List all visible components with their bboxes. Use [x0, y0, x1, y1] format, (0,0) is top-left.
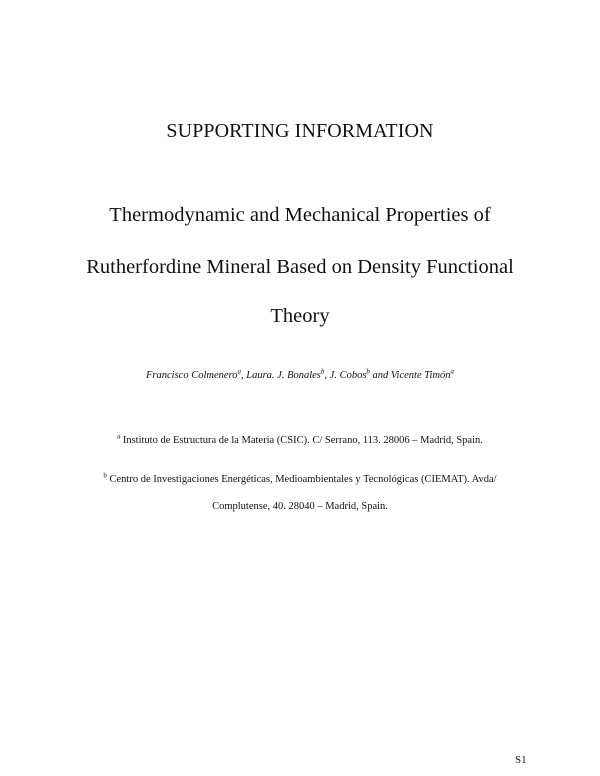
affiliation-mark: a [117, 432, 121, 441]
affiliation-text: Instituto de Estructura de la Materia (CSIC). C/ Serrano, 113. 28006 – Madrid, Spain. [122, 435, 483, 446]
author-affiliation-mark: b [366, 367, 370, 376]
affiliation-mark: b [103, 471, 107, 480]
page-number: S1 [515, 754, 527, 766]
title-line-1: Thermodynamic and Mechanical Properties of [109, 204, 491, 226]
title-line-2: Rutherfordine Mineral Based on Density Functional [86, 256, 514, 278]
author-separator: , [324, 370, 330, 381]
affiliation-b-line-2: Complutense, 40. 28040 – Madrid, Spain. [212, 501, 388, 512]
author-name: J. Cobos [329, 370, 367, 381]
author-name: Francisco Colmenero [146, 370, 238, 381]
affiliation-a [0, 432, 600, 446]
author-list [0, 367, 600, 381]
author-separator: , [240, 370, 247, 381]
author-separator: and [369, 370, 391, 381]
author-affiliation-mark: b [320, 367, 325, 376]
section-heading: SUPPORTING INFORMATION [166, 120, 434, 142]
affiliation-text: Centro de Investigaciones Energéticas, Medioambientales y Tecnológicas (CIEMAT). Avda/ [109, 474, 497, 485]
author-name: Vicente Timón [390, 370, 451, 381]
author-name: Laura. J. Bonales [246, 370, 321, 381]
author-affiliation-mark: a [450, 367, 454, 376]
title-line-3: Theory [270, 305, 330, 327]
affiliation-b-line-1 [0, 471, 600, 485]
author-affiliation-mark: a [237, 367, 241, 376]
